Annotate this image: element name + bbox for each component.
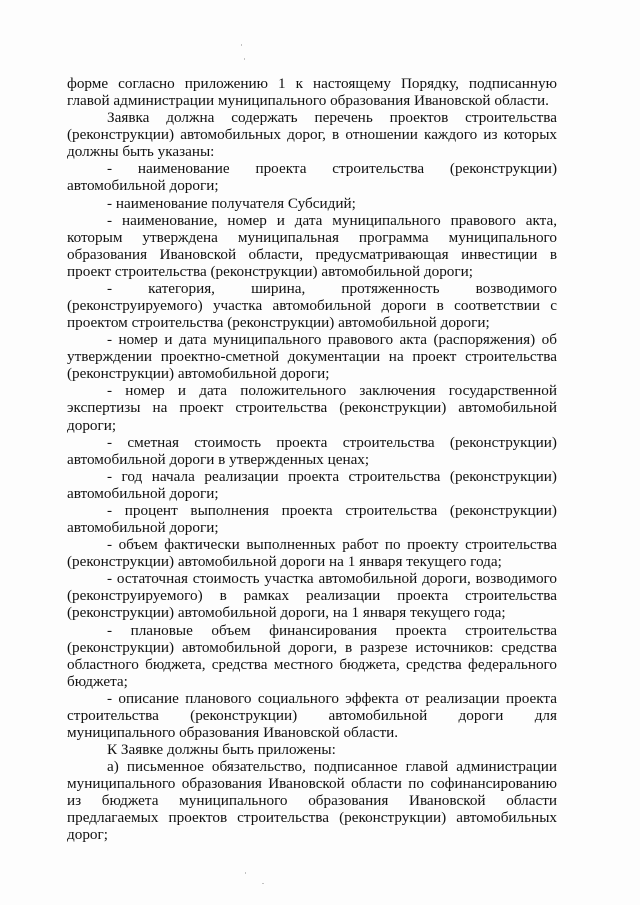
list-item-funding-volume: - плановые объем финансирования проекта строительства (реконструкции) автомобильной дороги, в разрезе источников: средства областного бюджета, средства местного бюджета, средства федерального бюджета; — [67, 621, 557, 690]
list-item-design-approval: - номер и дата муниципального правового акта (распоряжения) об утверждении проектно-сметной документации на проект строительства (реконструкции) автомобильной дороги; — [67, 331, 557, 383]
list-item-start-year: - год начала реализации проекта строительства (реконструкции) автомобильной дороги; — [67, 467, 557, 502]
list-item-social-effect: - описание планового социального эффекта от реализации проекта строительства (реконструкции) автомобильной дороги для муниципального образования Ивановской области. — [67, 689, 557, 741]
list-item-state-expertise: - номер и дата положительного заключения государственной экспертизы на проект строительства (реконструкции) автомобильной дороги; — [67, 382, 557, 434]
list-item-estimated-cost: - сметная стоимость проекта строительства (реконструкции) автомобильной дороги в утвержденных ценах; — [67, 433, 557, 468]
list-item-road-parameters: - категория, ширина, протяженность возводимого (реконструируемого) участка автомобильной дороги в соответствии с проектом строительства (реконструкции) автомобильной дороги; — [67, 279, 557, 332]
paragraph-form-reference: форме согласно приложению 1 к настоящему Порядку, подписанную главой администрации муниципального образования Ивановской области. — [67, 75, 557, 110]
paragraph-attachment-a: а) письменное обязательство, подписанное главой администрации муниципального образования Ивановской области по софинансированию из бюджета муниципального образования Ивановской области предлагаемых проектов строительства (реконструкции) автомобильных дорог; — [67, 758, 557, 844]
list-item-project-name: - наименование проекта строительства (реконструкции) автомобильной дороги; — [67, 160, 557, 195]
paragraph-application-contents: Заявка должна содержать перечень проектов строительства (реконструкции) автомобильных дорог, в отношении каждого из которых должны быть указаны: — [67, 109, 557, 161]
document-body — [67, 75, 557, 844]
scan-speck — [245, 872, 246, 874]
list-item-residual-cost: - остаточная стоимость участка автомобильной дороги, возводимого (реконструируемого) в рамках реализации проекта строительства (реконструкции) автомобильной дороги, на 1 января текущего года; — [67, 570, 557, 622]
list-item-recipient-name: - наименование получателя Субсидий; — [107, 194, 356, 212]
list-item-municipal-act: - наименование, номер и дата муниципального правового акта, которым утверждена муниципальная программа муниципального образования Ивановской области, предусматривающая инвестиции в проект строительства (реконструкции) автомобильной дороги; — [67, 211, 557, 280]
scan-speck — [244, 58, 245, 60]
scan-speck — [262, 883, 264, 884]
paragraph-attachments-heading: К Заявке должны быть приложены: — [107, 741, 336, 759]
list-item-completion-percent: - процент выполнения проекта строительства (реконструкции) автомобильной дороги; — [67, 501, 557, 537]
scan-speck — [241, 44, 242, 46]
list-item-work-volume: - объем фактически выполненных работ по проекту строительства (реконструкции) автомобильной дороги на 1 января текущего года; — [67, 536, 557, 571]
